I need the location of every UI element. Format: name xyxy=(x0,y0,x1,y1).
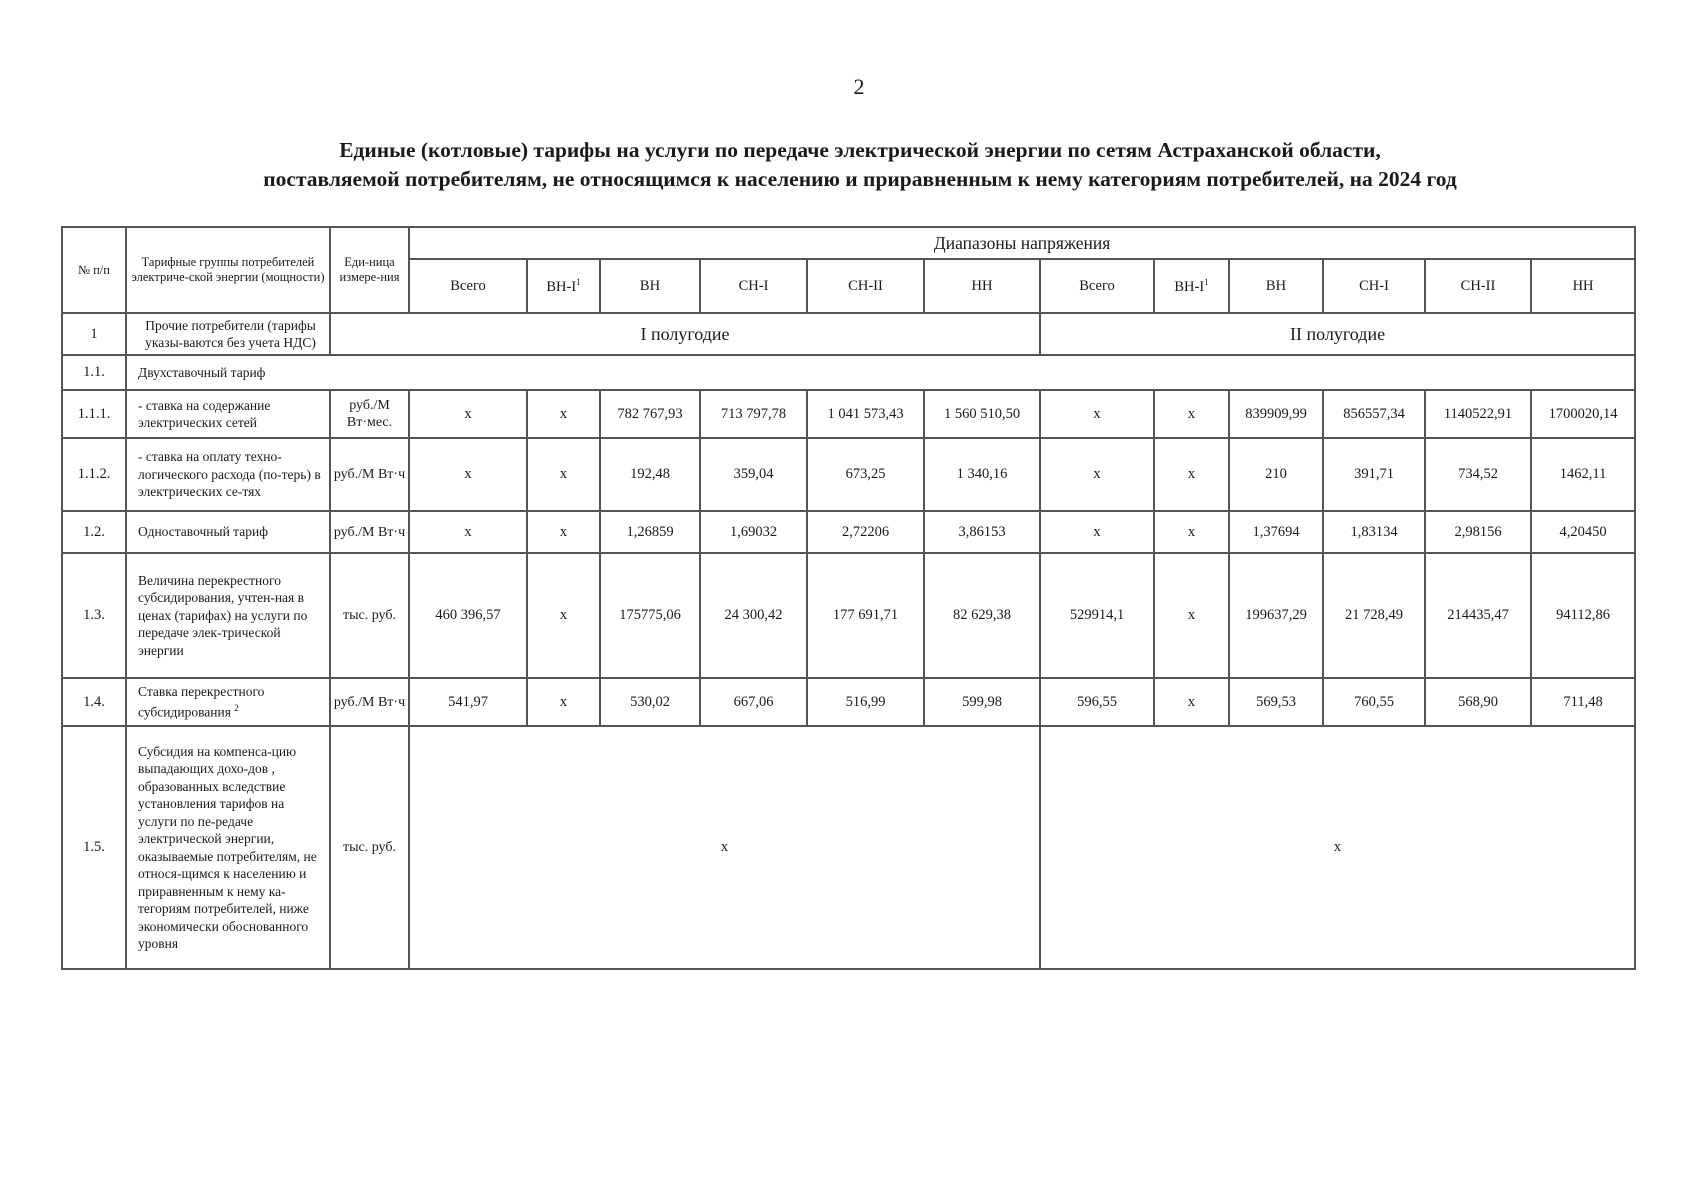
table-row xyxy=(62,438,1635,511)
row-unit: тыс. руб. xyxy=(330,726,409,969)
table-cell: 3,86153 xyxy=(924,511,1040,553)
col-header-total-h2: Всего xyxy=(1040,259,1154,313)
table-cell: 667,06 xyxy=(700,678,807,726)
table-cell: х xyxy=(409,511,527,553)
row-unit: руб./М Вт·ч xyxy=(330,678,409,726)
row-unit: руб./М Вт·ч xyxy=(330,438,409,511)
col-header-vn-h2: ВН xyxy=(1229,259,1323,313)
table-cell: 199637,29 xyxy=(1229,553,1323,678)
row-label: Прочие потребители (тарифы указы-ваются без учета НДС) xyxy=(126,313,330,355)
table-cell: 391,71 xyxy=(1323,438,1425,511)
table-cell: х xyxy=(1154,511,1229,553)
col-header-sn1-h1: СН-I xyxy=(700,259,807,313)
col-header-nn-h1: НН xyxy=(924,259,1040,313)
section-row xyxy=(62,313,1635,355)
table-cell: 94112,86 xyxy=(1531,553,1635,678)
table-cell: 734,52 xyxy=(1425,438,1531,511)
col-header-vn1-h2 xyxy=(1154,259,1229,313)
col-header-vn1-h1-label: ВН-I xyxy=(546,278,577,295)
table-cell: 82 629,38 xyxy=(924,553,1040,678)
table-row xyxy=(62,511,1635,553)
table-cell: 782 767,93 xyxy=(600,390,700,438)
header-row-1 xyxy=(62,227,1635,259)
footnote-mark-2: 2 xyxy=(234,703,239,714)
row-num: 1.4. xyxy=(62,678,126,726)
table-cell: 673,25 xyxy=(807,438,924,511)
row-num: 1.2. xyxy=(62,511,126,553)
row-label: Одноставочный тариф xyxy=(126,511,330,553)
table-cell-merged-h2: х xyxy=(1040,726,1635,969)
table-cell: 529914,1 xyxy=(1040,553,1154,678)
document-title xyxy=(80,136,1640,194)
col-header-sn1-h2: СН-I xyxy=(1323,259,1425,313)
table-cell: 4,20450 xyxy=(1531,511,1635,553)
row-label: - ставка на содержание электрических сетей xyxy=(126,390,330,438)
table-cell: х xyxy=(527,390,600,438)
table-cell: х xyxy=(527,678,600,726)
table-row xyxy=(62,390,1635,438)
row-label-text: Ставка перекрестного субсидирования xyxy=(138,683,265,720)
table-cell: 839909,99 xyxy=(1229,390,1323,438)
table-cell: 760,55 xyxy=(1323,678,1425,726)
table-cell: 541,97 xyxy=(409,678,527,726)
table-cell: 21 728,49 xyxy=(1323,553,1425,678)
row-label: Субсидия на компенса-цию выпадающих дохо-дов , образованных вследствие установления тарифов на услуги по пе-редаче электрической энергии, оказываемые потребителям, не относя-щимся к населению и приравненным к нему ка-тегориям потребителей, ниже экономически обоснованного уровня xyxy=(126,726,330,969)
col-header-voltage-ranges: Диапазоны напряжения xyxy=(409,227,1635,259)
col-header-sn2-h2: СН-II xyxy=(1425,259,1531,313)
table-cell: х xyxy=(1154,553,1229,678)
table-cell: 2,72206 xyxy=(807,511,924,553)
table-cell: х xyxy=(409,390,527,438)
table-cell-merged-h1: х xyxy=(409,726,1040,969)
table-cell: 516,99 xyxy=(807,678,924,726)
table-cell: 1 041 573,43 xyxy=(807,390,924,438)
title-line-1: Единые (котловые) тарифы на услуги по передаче электрической энергии по сетям Астраханской области, xyxy=(339,138,1381,162)
table-cell: х xyxy=(409,438,527,511)
row-num: 1.1.2. xyxy=(62,438,126,511)
row-label: Двухставочный тариф xyxy=(126,355,1635,390)
table-cell: х xyxy=(1154,438,1229,511)
table-cell: 568,90 xyxy=(1425,678,1531,726)
row-label xyxy=(126,678,330,726)
col-header-vn-h1: ВН xyxy=(600,259,700,313)
table-cell: 713 797,78 xyxy=(700,390,807,438)
table-cell: 24 300,42 xyxy=(700,553,807,678)
table-cell: х xyxy=(1040,511,1154,553)
table-cell: х xyxy=(527,438,600,511)
row-unit: руб./М Вт·мес. xyxy=(330,390,409,438)
row-num: 1.1.1. xyxy=(62,390,126,438)
table-cell: 1462,11 xyxy=(1531,438,1635,511)
table-cell: 1,83134 xyxy=(1323,511,1425,553)
col-header-nn-h2: НН xyxy=(1531,259,1635,313)
page-number: 2 xyxy=(853,74,865,99)
row-label: Величина перекрестного субсидирования, учтен-ная в ценах (тарифах) на услуги по передаче элек-трической энергии xyxy=(126,553,330,678)
table-cell: 2,98156 xyxy=(1425,511,1531,553)
col-header-groups: Тарифные группы потребителей электриче-ской энергии (мощности) xyxy=(126,227,330,313)
row-unit: руб./М Вт·ч xyxy=(330,511,409,553)
row-num: 1.1. xyxy=(62,355,126,390)
table-cell: х xyxy=(527,553,600,678)
table-cell: 1 560 510,50 xyxy=(924,390,1040,438)
table-cell: х xyxy=(1154,678,1229,726)
table-cell: 1 340,16 xyxy=(924,438,1040,511)
table-cell: 192,48 xyxy=(600,438,700,511)
table-cell: 359,04 xyxy=(700,438,807,511)
tariff-table xyxy=(61,226,1636,970)
row-num: 1.5. xyxy=(62,726,126,969)
footnote-mark-1: 1 xyxy=(1204,276,1209,287)
title-line-2: поставляемой потребителям, не относящимся к населению и приравненным к нему категориям потребителей, на 2024 год xyxy=(263,167,1457,191)
col-header-unit: Еди-ница измере-ния xyxy=(330,227,409,313)
row-num: 1.3. xyxy=(62,553,126,678)
table-cell: 1,69032 xyxy=(700,511,807,553)
table-cell: 596,55 xyxy=(1040,678,1154,726)
table-cell: 569,53 xyxy=(1229,678,1323,726)
table-cell: 1,37694 xyxy=(1229,511,1323,553)
table-cell: 1,26859 xyxy=(600,511,700,553)
table-row xyxy=(62,553,1635,678)
table-cell: 1700020,14 xyxy=(1531,390,1635,438)
table-cell: 210 xyxy=(1229,438,1323,511)
table-cell: 599,98 xyxy=(924,678,1040,726)
table-cell: х xyxy=(1154,390,1229,438)
row-num: 1 xyxy=(62,313,126,355)
table-cell: х xyxy=(1040,438,1154,511)
table-cell: 711,48 xyxy=(1531,678,1635,726)
row-label: - ставка на оплату техно-логического расхода (по-терь) в электрических се-тях xyxy=(126,438,330,511)
table-cell: х xyxy=(1040,390,1154,438)
col-header-num: № п/п xyxy=(62,227,126,313)
row-unit: тыс. руб. xyxy=(330,553,409,678)
table-cell: х xyxy=(527,511,600,553)
period-header-h2: II полугодие xyxy=(1040,313,1635,355)
table-cell: 1140522,91 xyxy=(1425,390,1531,438)
col-header-vn1-h1 xyxy=(527,259,600,313)
table-row xyxy=(62,355,1635,390)
table-cell: 177 691,71 xyxy=(807,553,924,678)
table-cell: 214435,47 xyxy=(1425,553,1531,678)
table-cell: 530,02 xyxy=(600,678,700,726)
table-cell: 856557,34 xyxy=(1323,390,1425,438)
col-header-vn1-h2-label: ВН-I xyxy=(1174,278,1205,295)
table-cell: 460 396,57 xyxy=(409,553,527,678)
col-header-sn2-h1: СН-II xyxy=(807,259,924,313)
table-row xyxy=(62,678,1635,726)
table-row xyxy=(62,726,1635,969)
footnote-mark-1: 1 xyxy=(576,276,581,287)
period-header-h1: I полугодие xyxy=(330,313,1040,355)
col-header-total-h1: Всего xyxy=(409,259,527,313)
table-cell: 175775,06 xyxy=(600,553,700,678)
